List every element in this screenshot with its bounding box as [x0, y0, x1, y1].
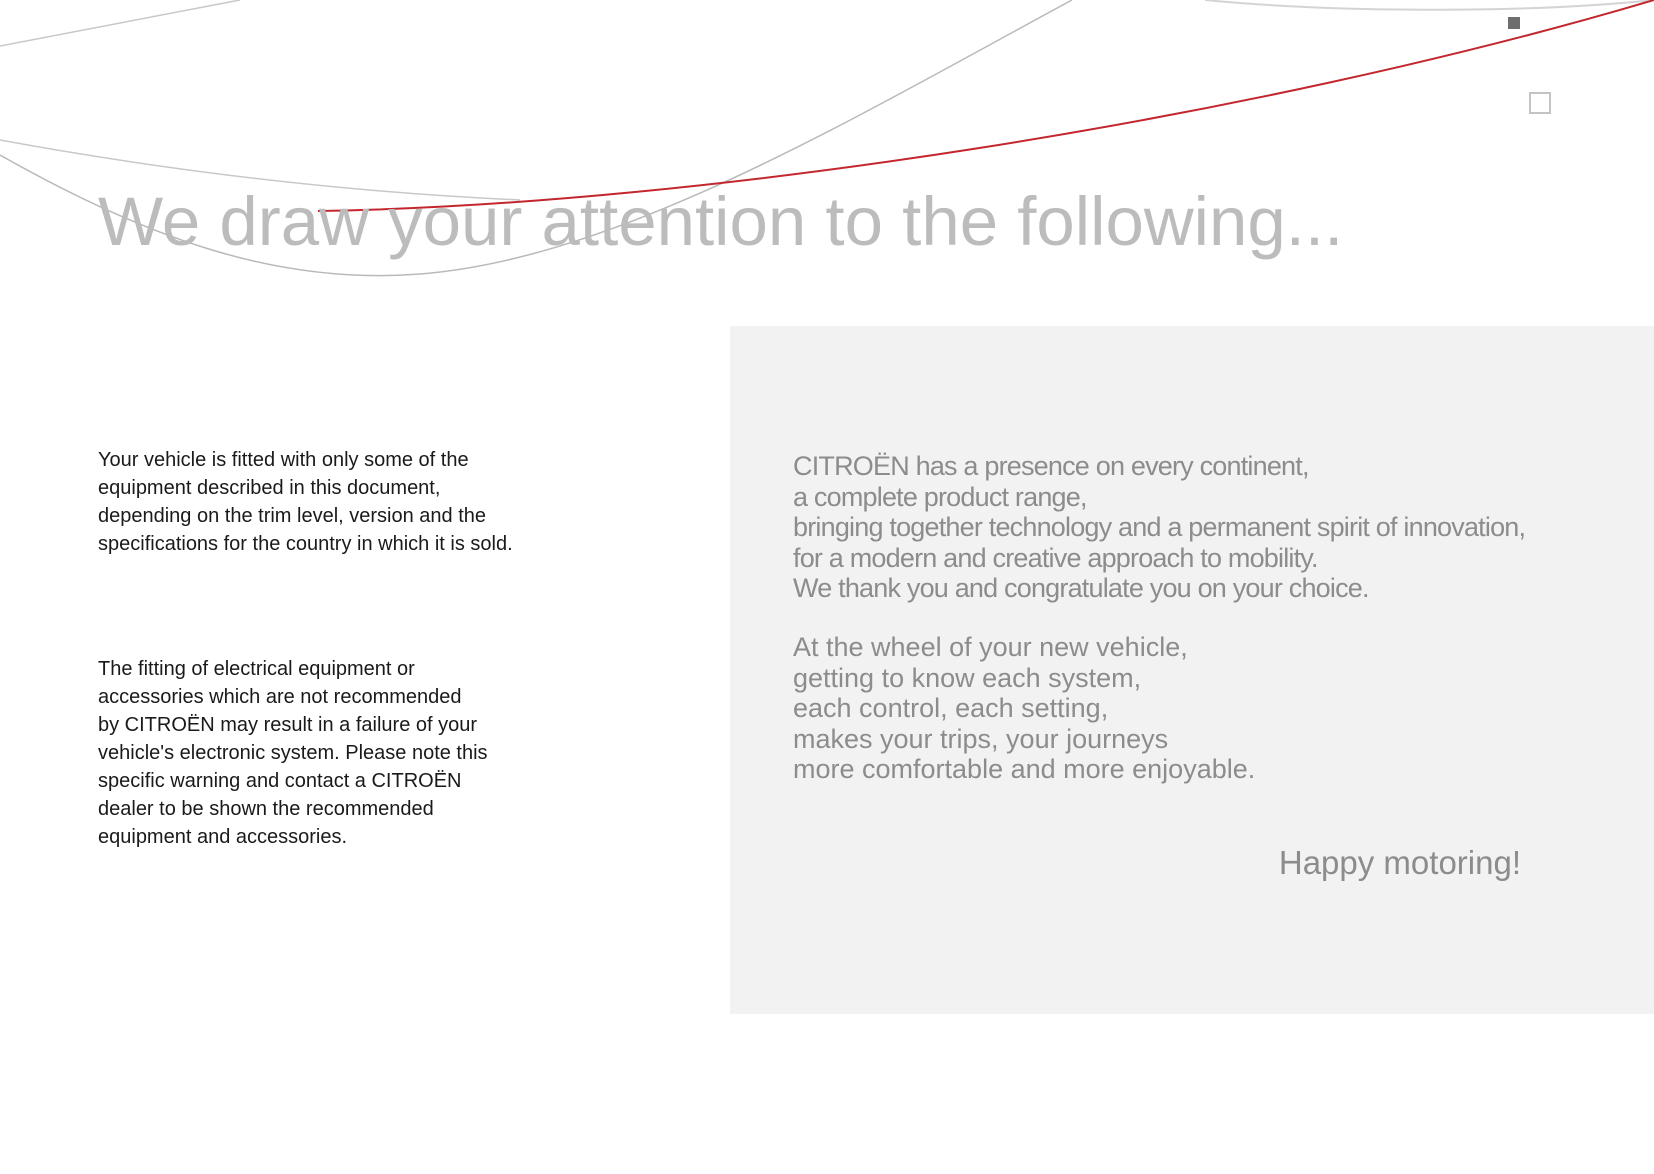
intro-line: bringing together technology and a permanent spirit of innovation,	[793, 512, 1526, 542]
warning-line: The fitting of electrical equipment or	[98, 658, 415, 680]
notice-line: equipment described in this document,	[98, 477, 441, 499]
intro-line: CITROËN has a presence on every continent,	[793, 451, 1309, 481]
welcome-wheel-text	[793, 632, 1255, 785]
warning-line: accessories which are not recommended	[98, 686, 462, 708]
signoff: Happy motoring!	[1278, 844, 1521, 881]
intro-line: We thank you and congratulate you on your choice.	[793, 573, 1369, 603]
page-marker-outline-icon	[1529, 92, 1551, 114]
warning-line: dealer to be shown the recommended	[98, 798, 434, 820]
equipment-notice	[98, 446, 568, 558]
page-title: We draw your attention to the following...	[98, 183, 1344, 260]
wheel-line: more comfortable and more enjoyable.	[793, 754, 1256, 784]
warning-line: specific warning and contact a CITROËN	[98, 770, 462, 792]
notice-line: Your vehicle is fitted with only some of the	[98, 449, 469, 471]
grey-swoosh-top-right	[1205, 0, 1654, 10]
warning-line: by CITROËN may result in a failure of your	[98, 714, 478, 736]
wheel-line: makes your trips, your journeys	[793, 723, 1169, 754]
notice-line: specifications for the country in which it is sold.	[98, 533, 513, 555]
warning-line: equipment and accessories.	[98, 826, 348, 848]
page-marker-filled-icon	[1508, 17, 1520, 29]
wheel-line: each control, each setting,	[793, 693, 1109, 723]
wheel-line: getting to know each system,	[793, 662, 1142, 693]
notice-line: depending on the trim level, version and the	[98, 505, 487, 527]
wheel-line: At the wheel of your new vehicle,	[793, 632, 1188, 662]
intro-line: for a modern and creative approach to mobility.	[793, 542, 1318, 573]
welcome-intro	[793, 451, 1525, 604]
electrical-equipment-warning	[98, 655, 568, 851]
warning-line: vehicle's electronic system. Please note this	[98, 742, 488, 764]
grey-swoosh-top-left	[0, 0, 240, 46]
intro-line: a complete product range,	[793, 481, 1087, 512]
